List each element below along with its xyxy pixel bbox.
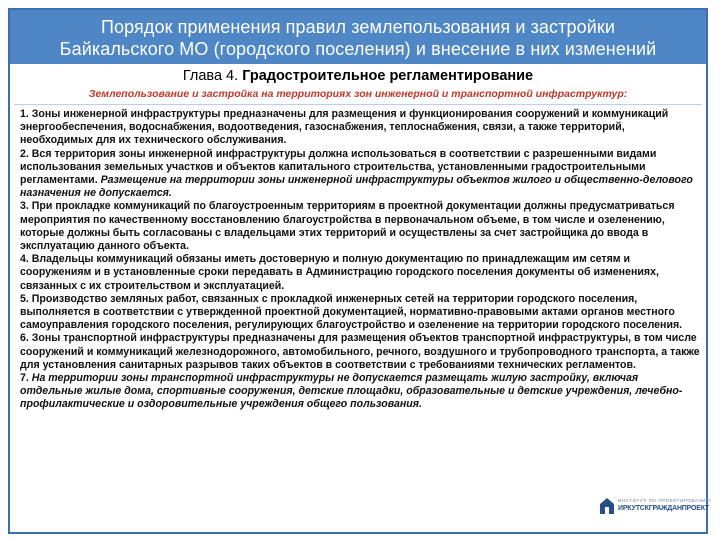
section-subtitle: Землепользование и застройка на территориях зон инженерной и транспортной инфраструктур:	[88, 88, 628, 100]
house-logo-icon	[600, 498, 614, 514]
paragraph-5: 5. Производство земляных работ, связанных с прокладкой инженерных сетей на территории городского поселения, выполняется в соответствии с утвержденной проектной документацией, нормативно-правовыми актами органов местного самоуправления городского поселения, регулирующих благоустройство и озеленение на территории городского поселения.	[20, 292, 683, 332]
paragraph-7-text: На территории зоны транспортной инфраструктуры не допускается размещать жилую застройку, включая отдельные жилые дома, спортивные сооружения, детские площадки, образовательные и детские учреждения, лечебно-профилактические и оздоровительные учреждения общего пользования.	[20, 372, 683, 411]
logo-caption: ИНСТИТУТ ПО ПРОЕКТИРОВАНИЮ	[618, 498, 712, 503]
paragraph-6: 6. Зоны транспортной инфраструктуры предназначены для размещения объектов транспортной инфраструктуры, в том числе сооружений и коммуникаций железнодорожного, автомобильного, речного, воздушного и трубопроводного транспорта, а также для установления санитарных разрывов таких объектов в соответствии с требованиями технических регламентов.	[20, 332, 700, 371]
slide-frame	[8, 8, 712, 534]
header-title-line-2: Байкальского МО (городского поселения) и внесение в них изменений	[59, 39, 657, 59]
company-logo	[600, 496, 712, 518]
chapter-heading	[10, 68, 706, 84]
paragraph-2-italic: Размещение на территории зоны инженерной инфраструктуры объектов жилого и общественно-делового назначения не допускается.	[20, 174, 693, 200]
paragraph-7	[20, 372, 700, 412]
divider	[14, 104, 702, 105]
chapter-number: Глава 4.	[182, 68, 239, 84]
header-title-line-1: Порядок применения правил землепользования и застройки	[100, 17, 615, 37]
paragraph-7-number: 7.	[20, 372, 29, 385]
paragraph-2-text: 2. Вся территория зоны инженерной инфраструктуры должна использоваться в соответствии с разрешенными видами использования земельных участков и объектов капитального строительства, установленными градостроительными регламентами.	[20, 147, 657, 187]
paragraph-1: 1. Зоны инженерной инфраструктуры предназначены для размещения и функционирования сооружений и коммуникаций энергообеспечения, водоснабжения, водоотведения, газоснабжения, теплоснабжения, связи, а также территорий, необходимых для их технического обслуживания.	[20, 108, 669, 147]
logo-name: ИРКУТСКГРАЖДАНПРОЕКТ	[618, 505, 710, 512]
chapter-title: Градостроительное регламентирование	[242, 68, 534, 84]
slide-header	[10, 10, 706, 64]
content-body	[20, 108, 700, 412]
paragraph-3: 3. При прокладке коммуникаций по благоустроенным территориям в проектной документации должны предусматриваться мероприятия по качественному восстановлению благоустройства в первоначальном объеме, в том числе и озеленению, которые должны быть согласованы с владельцами этих территорий и осуществлены за счет застройщика до ввода в эксплуатацию данного объекта.	[20, 200, 675, 253]
paragraph-4: 4. Владельцы коммуникаций обязаны иметь достоверную и полную документацию по принадлежащим им сетям и сооружениям и в установленные сроки передавать в Администрацию городского поселения документы об изменениях, связанных с их строительством и эксплуатацией.	[20, 253, 659, 292]
paragraph-2	[20, 148, 700, 201]
